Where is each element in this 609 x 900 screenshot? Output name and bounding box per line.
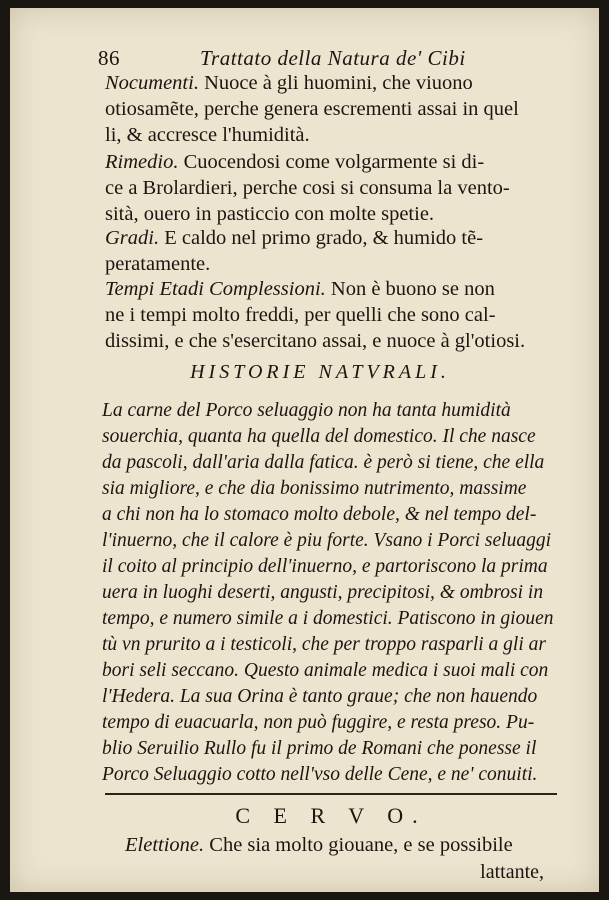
text-line: bori seli seccano. Questo animale medica i suoi mali con <box>102 660 549 681</box>
section-label: Rimedio. <box>105 151 179 173</box>
section-rimedio <box>105 149 560 227</box>
text-line: La carne del Porco seluaggio non ha tanta humidità <box>102 400 511 421</box>
text-line: sità, ouero in pasticcio con molte spetie. <box>105 203 435 225</box>
book-page <box>10 8 599 892</box>
text-line: blio Seruilio Rullo fu il primo de Romani che ponesse il <box>102 738 537 759</box>
section-nocumenti <box>105 70 560 148</box>
text-line: ne i tempi molto freddi, per quelli che sono cal- <box>105 304 496 326</box>
text-line: l'Hedera. La sua Orina è tanto graue; che non hauendo <box>102 686 538 707</box>
text-line: tù vn prurito a i testicoli, che per troppo rasparli a gli ar <box>102 634 546 655</box>
section-elettione <box>125 832 565 859</box>
text-line: E caldo nel primo grado, & humido tẽ- <box>164 227 484 249</box>
text-line: Che sia molto giouane, e se possibile <box>209 834 513 856</box>
text-line: l'inuerno, che il calore è piu forte. Vsano i Porci seluaggi <box>102 530 551 551</box>
text-line: il coito al principio dell'inuerno, e partoriscono la prima <box>102 556 548 577</box>
text-line: tempo di euacuarla, non può fuggire, e resta preso. Pu- <box>102 712 535 733</box>
catchword: lattante, <box>480 861 544 883</box>
text-line: a chi non ha lo stomaco molto debole, & nel tempo del- <box>102 504 537 525</box>
text-line: ce a Brolardieri, perche cosi si consuma la vento- <box>105 177 510 199</box>
section-label: Elettione. <box>125 834 205 856</box>
text-line: otiosamẽte, perche genera escrementi assai in quel <box>105 98 519 120</box>
text-line: da pascoli, dall'aria dalla fatica. è però si tiene, che ella <box>102 452 545 473</box>
text-line: Porco Seluaggio cotto nell'vso delle Cene, e ne' conuiti. <box>102 764 538 785</box>
text-line: Cuocendosi come volgarmente si di- <box>183 151 485 173</box>
historie-heading: HISTORIE NATVRALI. <box>190 361 450 383</box>
text-line: souerchia, quanta ha quella del domestico. Il che nasce <box>102 426 536 447</box>
text-line: dissimi, e che s'esercitano assai, e nuoce à gl'otiosi. <box>105 330 526 352</box>
text-line: tempo, e numero simile a i domestici. Patiscono in giouen <box>102 608 554 629</box>
text-line: uera in luoghi deserti, angusti, precipitosi, & ombrosi in <box>102 582 544 603</box>
text-line: li, & accresce l'humidità. <box>105 124 310 146</box>
section-divider <box>105 793 557 795</box>
page-number: 86 <box>98 46 120 70</box>
text-line: Non è buono se non <box>330 278 495 300</box>
section-label: Tempi Etadi Complessioni. <box>105 278 326 300</box>
running-title: Trattato della Natura de' Cibi <box>200 46 466 70</box>
historie-body <box>102 398 572 788</box>
text-line: Nuoce à gli huomini, che viuono <box>204 72 473 94</box>
text-line: sia migliore, e che dia bonissimo nutrimento, massime <box>102 478 527 499</box>
section-label: Nocumenti. <box>105 72 199 94</box>
section-gradi <box>105 225 560 277</box>
cervo-heading: C E R V O. <box>235 803 427 828</box>
text-line: peratamente. <box>105 253 211 275</box>
section-label: Gradi. <box>105 227 160 249</box>
section-tempi <box>105 276 560 354</box>
